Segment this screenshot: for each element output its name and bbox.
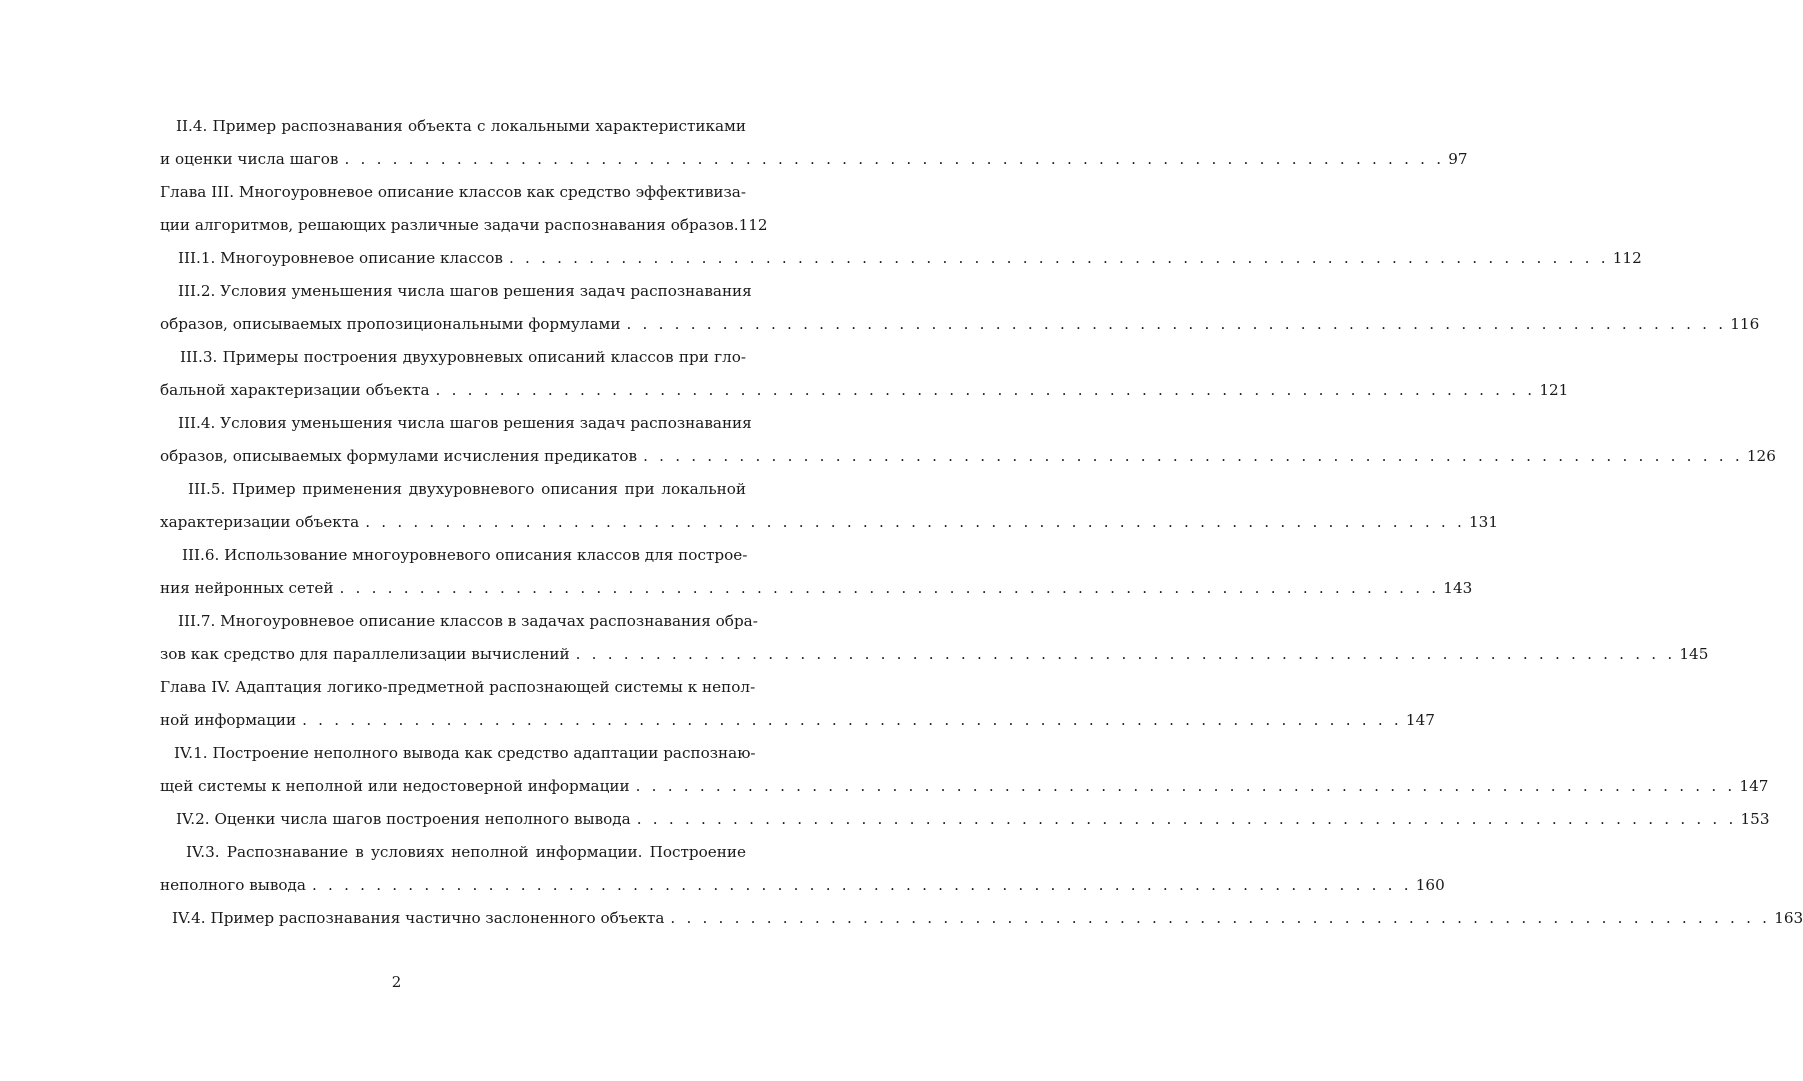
toc-page-number: 116 [1730, 315, 1760, 333]
toc-entry [160, 110, 1468, 176]
toc-entry-title-end: ции алгоритмов, решающих различные задачи распознавания образов [160, 216, 734, 234]
toc-entry-title: III.4. Условия уменьшения числа шагов решения задач распознавания [178, 414, 752, 432]
toc-entry-title-end: образов, описываемых пропозициональными формулами [160, 315, 621, 333]
toc-entry-last-line [160, 506, 1498, 539]
dot-leader [620, 308, 1730, 341]
table-of-contents [160, 110, 1803, 935]
toc-page-number: 143 [1443, 579, 1473, 597]
toc-entry-title: III.3. Примеры построения двухуровневых описаний классов при гло- [180, 348, 746, 366]
toc-entry [160, 902, 1803, 935]
toc-entry-title-end: бальной характеризации объекта [160, 381, 430, 399]
toc-entry-title-end: неполного вывода [160, 876, 306, 894]
toc-entry-title: Глава III. Многоуровневое описание классов как средство эффективиза- [160, 183, 746, 201]
toc-entry [160, 407, 1776, 473]
toc-entry-title-end: зов как средство для параллелизации вычислений [160, 645, 570, 663]
toc-entry-title: III.6. Использование многоуровневого описания классов для построе- [182, 546, 748, 564]
toc-entry-title-end: IV.4. Пример распознавания частично заслоненного объекта [172, 909, 665, 927]
toc-entry-last-line [160, 143, 1468, 176]
toc-page-number: 112 [1612, 249, 1642, 267]
toc-entry-title: III.5. Пример применения двухуровневого описания при локальной [188, 480, 746, 498]
toc-page-number: 126 [1746, 447, 1776, 465]
toc-page-number: 97 [1448, 150, 1468, 168]
toc-entry-last-line [160, 770, 1769, 803]
toc-entry-last-line [160, 242, 1642, 275]
toc-entry-last-line [160, 308, 1760, 341]
toc-entry [160, 341, 1569, 407]
toc-entry-title-end: ной информации [160, 711, 297, 729]
dot-leader [334, 572, 1444, 605]
dot-leader [296, 704, 1406, 737]
toc-entry [160, 737, 1769, 803]
toc-entry-title-end: характеризации объекта [160, 513, 360, 531]
toc-entry [160, 671, 1435, 737]
toc-entry-title: III.7. Многоуровневое описание классов в задачах распознавания обра- [178, 612, 758, 630]
toc-entry-title-end: ния нейронных сетей [160, 579, 334, 597]
toc-page-number: 163 [1774, 909, 1803, 927]
toc-entry [160, 836, 1445, 902]
toc-entry [160, 539, 1473, 605]
dot-leader [359, 506, 1469, 539]
toc-page-number: 131 [1469, 513, 1498, 531]
dot-leader [503, 242, 1613, 275]
toc-entry-title: II.4. Пример распознавания объекта с локальными характеристиками [176, 117, 746, 135]
toc-entry-last-line [160, 572, 1473, 605]
dot-leader [430, 374, 1540, 407]
toc-entry-last-line [160, 440, 1776, 473]
toc-entry-last-line [160, 374, 1569, 407]
toc-entry-title: IV.3. Распознавание в условиях неполной информации. Построение [186, 843, 746, 861]
toc-entry-title: III.2. Условия уменьшения числа шагов решения задач распознавания [178, 282, 752, 300]
toc-page-number: 121 [1539, 381, 1569, 399]
toc-entry-title-end: и оценки числа шагов [160, 150, 339, 168]
page-number: 2 [391, 973, 402, 991]
toc-entry-title-end: образов, описываемых формулами исчисления предикатов [160, 447, 638, 465]
dot-leader [637, 440, 1747, 473]
toc-entry-title-end: III.1. Многоуровневое описание классов [178, 249, 503, 267]
toc-entry [160, 242, 1642, 275]
toc-entry [160, 275, 1760, 341]
toc-entry-title-end: щей системы к неполной или недостоверной информации [160, 777, 630, 795]
toc-entry [160, 473, 1498, 539]
toc-page-number: 145 [1679, 645, 1709, 663]
toc-entry-title: Глава IV. Адаптация логико-предметной распознающей системы к непол- [160, 678, 756, 696]
toc-entry [160, 176, 768, 242]
toc-page-number: 147 [1739, 777, 1769, 795]
toc-entry-last-line [160, 869, 1445, 902]
toc-entry-last-line [160, 704, 1435, 737]
toc-entry-last-line [160, 803, 1770, 836]
dot-leader [630, 770, 1740, 803]
toc-page-number: 160 [1415, 876, 1445, 894]
toc-entry-last-line [160, 902, 1803, 935]
toc-page-number: .112 [733, 216, 768, 234]
dot-leader [338, 143, 1448, 176]
toc-entry [160, 803, 1770, 836]
toc-entry-title-end: IV.2. Оценки числа шагов построения неполного вывода [176, 810, 631, 828]
toc-page-number: 153 [1740, 810, 1770, 828]
toc-entry-last-line [160, 209, 768, 242]
dot-leader [306, 869, 1416, 902]
dot-leader [631, 803, 1741, 836]
toc-entry [160, 605, 1709, 671]
dot-leader [664, 902, 1774, 935]
dot-leader [570, 638, 1680, 671]
toc-entry-title: IV.1. Построение неполного вывода как средство адаптации распознаю- [174, 744, 756, 762]
toc-entry-last-line [160, 638, 1709, 671]
toc-page-number: 147 [1405, 711, 1435, 729]
